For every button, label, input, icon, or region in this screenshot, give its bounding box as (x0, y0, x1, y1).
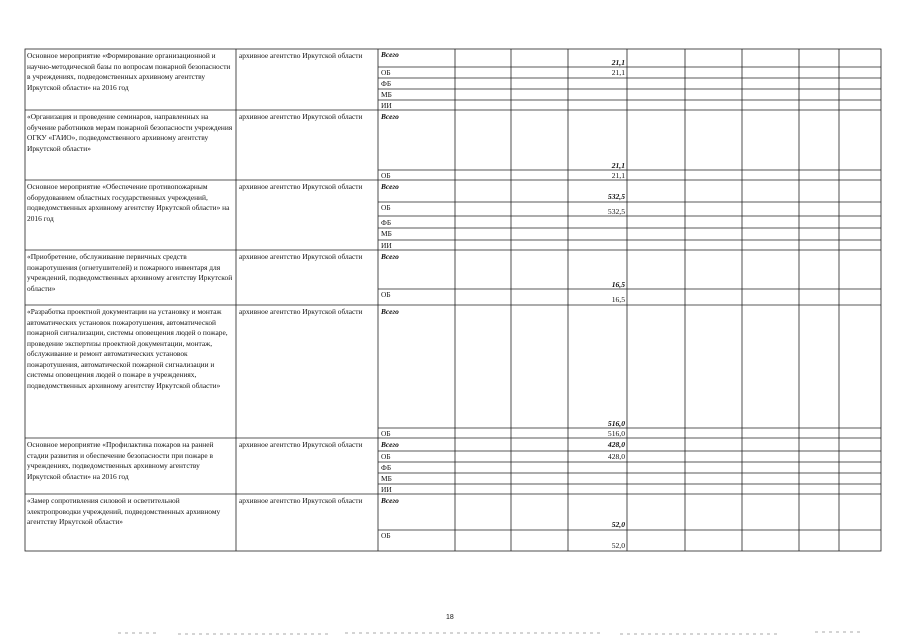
row7-executor: архивное агентство Иркутской области (239, 496, 363, 505)
row6-source-ob: ОБ (381, 452, 391, 461)
row5-source-total: Всего (381, 307, 399, 316)
row1-source-mb: МБ (381, 90, 392, 99)
row5-executor: архивное агентство Иркутской области (239, 307, 363, 316)
row5-value-ob: 516,0 (607, 429, 625, 438)
row2-executor: архивное агентство Иркутской области (239, 112, 363, 121)
row2-source-ob: ОБ (381, 171, 391, 180)
row2-value-ob: 21,1 (611, 171, 625, 180)
row7-value-ob: 52,0 (611, 541, 625, 550)
row3-source-fb: ФБ (381, 218, 392, 227)
row1-source-ob: ОБ (381, 68, 391, 77)
row3-source-ob: ОБ (381, 203, 391, 212)
row4-source-total: Всего (381, 252, 399, 261)
row1-source-total: Всего (381, 50, 399, 59)
row4-source-ob: ОБ (381, 290, 391, 299)
row3-source-total: Всего (381, 182, 399, 191)
row2-source-total: Всего (381, 112, 399, 121)
row4-executor: архивное агентство Иркутской области (239, 252, 363, 261)
row1-value-total: 21,1 (611, 58, 625, 67)
row3-source-ii: ИИ (381, 241, 392, 250)
row7-description: «Замер сопротивления силовой и осветительной электропроводки учреждений, подведомственных архивному агентству Иркутской области» (27, 496, 221, 526)
row6-value-ob: 428,0 (607, 452, 625, 461)
row4-value-ob: 16,5 (611, 295, 625, 304)
row6-source-total: Всего (381, 440, 399, 449)
row3-source-mb: МБ (381, 229, 392, 238)
row6-source-mb: МБ (381, 474, 392, 483)
row7-source-ob: ОБ (381, 531, 391, 540)
row7-value-total: 52,0 (611, 520, 625, 529)
row2-value-total: 21,1 (611, 161, 625, 170)
row1-description: Основное мероприятие «Формирование организационной и научно-методической базы по вопросам пожарной безопасности в учреждениях, подведомственных архивному агентству Иркутской области» на 2016 год (27, 51, 231, 92)
row6-executor: архивное агентство Иркутской области (239, 440, 363, 449)
row3-value-total: 532,5 (607, 192, 625, 201)
row6-description: Основное мероприятие «Профилактика пожаров на ранней стадии развития и обеспечение безопасности при пожаре в учреждениях, подведомственных архивному агентству Иркутской области» на 2016 год (27, 440, 214, 481)
row1-source-ii: ИИ (381, 101, 392, 110)
row1-value-ob: 21,1 (611, 68, 625, 77)
row3-executor: архивное агентство Иркутской области (239, 182, 363, 191)
row5-description: «Разработка проектной документации на установку и монтаж автоматических установок пожаротушения, автоматической пожарной сигнализации, системы оповещения людей о пожаре, проведение экспертизы проектной документации, монтаж, обслуживание и ремонт автоматических установок пожаротушения, автоматической пожарной сигнализации и системы оповещения людей о пожаре в учреждениях, подведомственных архивному агентству Иркутской области» (27, 307, 228, 390)
page-number: 18 (446, 614, 454, 621)
row5-source-ob: ОБ (381, 429, 391, 438)
row1-executor: архивное агентство Иркутской области (239, 51, 363, 60)
row1-source-fb: ФБ (381, 79, 392, 88)
row6-source-ii: ИИ (381, 485, 392, 494)
row5-value-total: 516,0 (607, 419, 625, 428)
row4-value-total: 16,5 (611, 280, 625, 289)
row6-source-fb: ФБ (381, 463, 392, 472)
row4-description: «Приобретение, обслуживание первичных средств пожаротушения (огнетушителей) и пожарного инвентаря для учреждений, подведомственных архивному агентству Иркутской области» (27, 252, 233, 293)
row6-value-total: 428,0 (607, 440, 625, 449)
row3-value-ob: 532,5 (607, 207, 625, 216)
row7-source-total: Всего (381, 496, 399, 505)
row3-description: Основное мероприятие «Обеспечение противопожарным оборудованием областных государственных учреждений, подведомственных архивному агентству Иркутской области» на 2016 год (27, 182, 230, 223)
row2-description: «Организация и проведение семинаров, направленных на обучение работников мерам пожарной безопасности учреждения ОГКУ «ГАИО», подведомственного архивному агентству Иркутской области» (27, 112, 233, 153)
